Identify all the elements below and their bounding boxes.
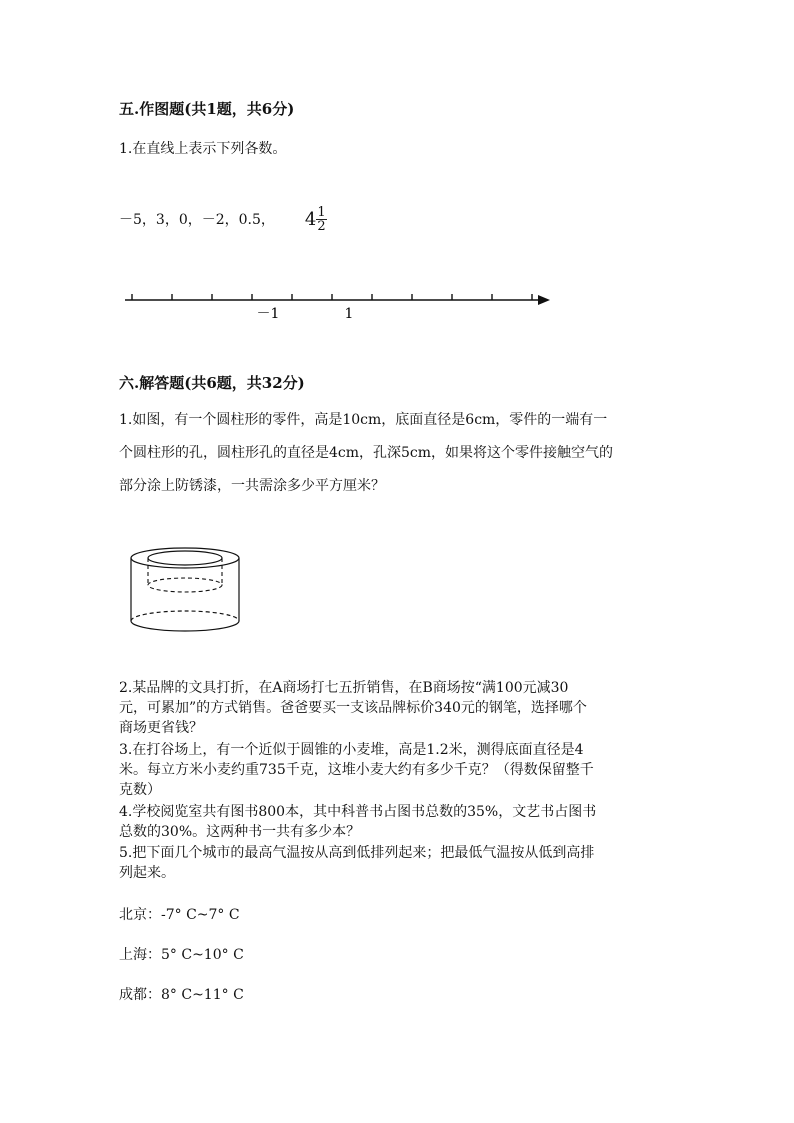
section6-q2 [119,678,699,738]
q1-line: 个圆柱形的孔，圆柱形孔的直径是4cm，孔深5cm，如果将这个零件接触空气的 [119,445,614,461]
q1-line: 部分涂上防锈漆，一共需涂多少平方厘米？ [119,478,385,494]
q2-line: 2.某品牌的文具打折，在A商场打七五折销售，在B商场按“满100元减30 [119,680,569,696]
section6-q5 [119,843,699,883]
section5-heading: 五.作图题(共1题，共6分) [119,100,295,118]
number-line-arrow [538,295,550,305]
q3-line: 克数） [119,782,161,798]
q5-line: 列起来。 [119,865,175,881]
fraction-denominator: 2 [317,218,326,234]
section5-q1-text: 1.在直线上表示下列各数。 [119,141,287,157]
city-shanghai: 上海：5° C~10° C [119,947,244,963]
section6-q1 [119,404,699,503]
hole-top-ellipse [148,551,222,565]
city-beijing: 北京：-7° C~7° C [119,907,240,923]
section6-q3 [119,740,699,800]
number-list-values: －5，3，0，－2，0.5， [119,212,275,228]
mixed-number-fraction [316,206,326,233]
label-pos1: 1 [344,306,354,322]
number-line-ticks [132,294,532,300]
number-list [119,206,327,232]
q5-line: 5.把下面几个城市的最高气温按从高到低排列起来；把最低气温按从低到高排 [119,845,595,861]
q3-line: 3.在打谷场上，有一个近似于圆锥的小麦堆，高是1.2米，测得底面直径是4 [119,742,584,758]
q2-line: 商场更省钱？ [119,720,203,736]
cylinder-figure [126,540,246,640]
cylinder-bottom-front [131,621,239,631]
section6-q4 [119,802,699,842]
q4-line: 总数的30%。这两种书一共有多少本？ [119,824,361,840]
q4-line: 4.学校阅览室共有图书800本，其中科普书占图书总数的35%，文艺书占图书 [119,804,597,820]
q1-line: 1.如图，有一个圆柱形的零件，高是10cm，底面直径是6cm，零件的一端有一 [119,412,608,428]
mixed-number-whole: 4 [304,208,317,230]
fraction-numerator: 1 [317,204,326,220]
section6-heading: 六.解答题(共6题，共32分) [119,374,305,392]
hole-bottom-ellipse [148,578,222,592]
number-line [120,286,560,326]
city-chengdu: 成都：8° C~11° C [119,987,244,1003]
label-neg1: －1 [256,306,280,322]
cylinder-bottom-back [131,611,239,621]
q2-line: 元，可累加”的方式销售。爸爸要买一支该品牌标价340元的钢笔，选择哪个 [119,700,587,716]
q3-line: 米。每立方米小麦约重735千克，这堆小麦大约有多少千克？（得数保留整千 [119,762,594,778]
